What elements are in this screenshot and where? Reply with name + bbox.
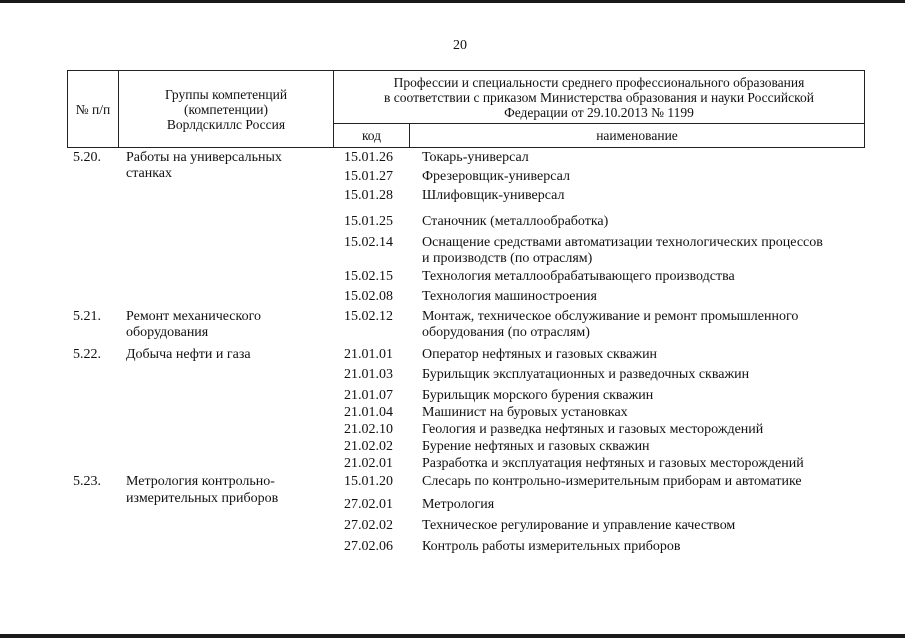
header-group-line: Ворлдскиллс Россия [166, 116, 286, 132]
profession-name: Машинист на буровых установках [422, 405, 628, 420]
group-name-line: Добыча нефти и газа [126, 347, 251, 362]
header-code-cell [333, 123, 410, 148]
row-number: 5.23. [73, 474, 101, 489]
profession-code: 21.02.10 [344, 422, 393, 437]
profession-name: Оснащение средствами автоматизации технологических процессов [422, 235, 823, 250]
profession-name: Фрезеровщик-универсал [422, 169, 570, 184]
profession-code: 15.01.25 [344, 214, 393, 229]
profession-name: Бурильщик морского бурения скважин [422, 388, 654, 403]
profession-code: 15.02.12 [344, 309, 393, 324]
header-group-cell [118, 70, 334, 148]
profession-name: Шлифовщик-универсал [422, 188, 565, 203]
profession-name: Токарь-универсал [422, 150, 529, 165]
header-number-cell [67, 70, 119, 148]
profession-code: 27.02.02 [344, 518, 393, 533]
bottom-border-line [0, 634, 905, 638]
profession-name: Слесарь по контрольно-измерительным приборам и автоматике [422, 474, 802, 489]
profession-name: Бурение нефтяных и газовых скважин [422, 439, 650, 454]
profession-code: 15.01.27 [344, 169, 393, 184]
profession-name: Оператор нефтяных и газовых скважин [422, 347, 658, 362]
profession-code: 15.02.15 [344, 269, 393, 284]
header-name-label: наименование [596, 128, 678, 143]
profession-code: 21.01.01 [344, 347, 393, 362]
profession-name: оборудования (по отраслям) [422, 325, 590, 340]
profession-code: 15.02.08 [344, 289, 393, 304]
group-name-line: Ремонт механического [126, 309, 261, 324]
profession-name: Станочник (металлообработка) [422, 214, 609, 229]
profession-code: 15.01.28 [344, 188, 393, 203]
profession-name: Технология металлообрабатывающего производства [422, 269, 735, 284]
group-name-line: измерительных приборов [126, 491, 279, 506]
profession-code: 15.02.14 [344, 235, 393, 250]
group-name-line: станках [126, 166, 173, 181]
profession-name: Технология машиностроения [422, 289, 597, 304]
profession-code: 27.02.01 [344, 497, 393, 512]
row-number: 5.21. [73, 309, 101, 324]
group-name-line: Работы на универсальных [126, 150, 282, 165]
top-border-line [0, 0, 905, 3]
header-code-label: код [361, 128, 382, 143]
profession-name: Геология и разведка нефтяных и газовых месторождений [422, 422, 764, 437]
header-number-label: № п/п [75, 101, 111, 117]
profession-code: 21.01.03 [344, 367, 393, 382]
group-name-line: оборудования [126, 325, 209, 340]
profession-code: 27.02.06 [344, 539, 393, 554]
profession-name: Метрология [422, 497, 495, 512]
profession-code: 21.01.04 [344, 405, 393, 420]
header-group-line: Группы компетенций [164, 86, 288, 102]
profession-code: 15.01.26 [344, 150, 393, 165]
profession-name: Бурильщик эксплуатационных и разведочных скважин [422, 367, 750, 382]
row-number: 5.22. [73, 347, 101, 362]
profession-code: 21.01.07 [344, 388, 393, 403]
profession-code: 15.01.20 [344, 474, 393, 489]
profession-name: и производств (по отраслям) [422, 251, 593, 266]
profession-name: Монтаж, техническое обслуживание и ремонт промышленного [422, 309, 799, 324]
header-professions-cell [333, 70, 865, 124]
profession-code: 21.02.01 [344, 456, 393, 471]
profession-name: Контроль работы измерительных приборов [422, 539, 681, 554]
page-number: 20 [453, 38, 467, 53]
header-name-cell [409, 123, 865, 148]
header-group-line: (компетенции) [184, 101, 268, 117]
profession-name: Техническое регулирование и управление качеством [422, 518, 736, 533]
group-name-line: Метрология контрольно- [126, 474, 275, 489]
row-number: 5.20. [73, 150, 101, 165]
profession-name: Разработка и эксплуатация нефтяных и газовых месторождений [422, 456, 804, 471]
header-professions-line: в соответствии с приказом Министерства образования и науки Российской [384, 89, 814, 105]
header-professions-line: Профессии и специальности среднего профессионального образования [393, 74, 805, 90]
profession-code: 21.02.02 [344, 439, 393, 454]
header-professions-line: Федерации от 29.10.2013 № 1199 [504, 104, 694, 120]
